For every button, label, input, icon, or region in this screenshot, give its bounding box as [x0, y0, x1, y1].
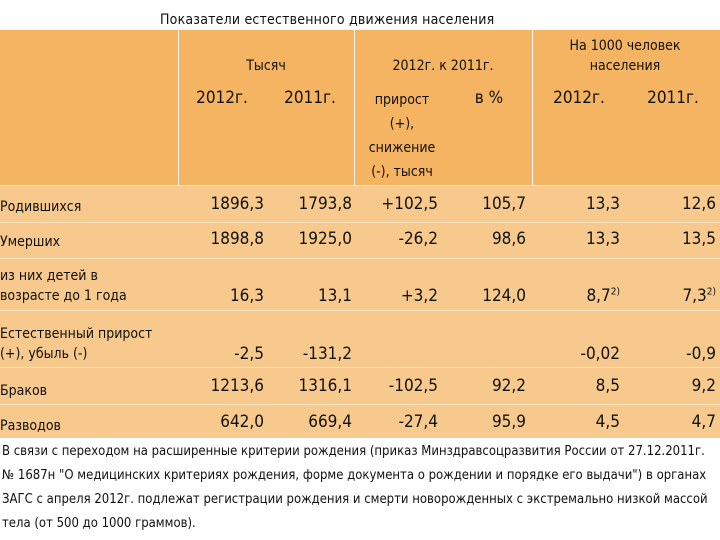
row-value: 1925,0	[298, 229, 352, 249]
row-value: 13,3	[585, 229, 620, 249]
col-2011b: 2011г.	[647, 88, 699, 108]
divider	[0, 310, 720, 311]
divider	[0, 404, 720, 405]
row-value: 1898,8	[210, 229, 264, 249]
row-label: Родившихся	[0, 199, 82, 215]
footnote: В связи с переходом на расширенные критерии рождения (приказ Минздравсоцразвития России от 27.12.2011г. № 1687н "О медицинских критериях рождения, форме документа о рождении и порядке его выдачи") в органах ЗАГС с апреля 2012г. подлежат регистрации рождения и смерти новорожденных с экстремально низкой массой тела (от 500 до 1000 граммов).	[0, 438, 720, 540]
row-label: Браков	[0, 383, 48, 399]
divider	[354, 30, 355, 185]
divider	[0, 222, 720, 223]
row-value: 8,7$^{2)}$	[586, 286, 620, 306]
row-value: 669,4	[308, 412, 352, 432]
row-value: 13,3	[585, 194, 620, 214]
row-value: 1213,6	[210, 376, 264, 396]
row-label: Естественный прирост (+), убыль (-)	[0, 326, 153, 362]
col-2011: 2011г.	[284, 88, 336, 108]
row-value: 13,1	[317, 286, 352, 306]
divider	[0, 367, 720, 368]
row-value: -2,5	[234, 344, 264, 364]
col-percent: в %	[474, 88, 504, 108]
col-2012: 2012г.	[196, 88, 248, 108]
col-2012b: 2012г.	[553, 88, 605, 108]
row-value: 1316,1	[298, 376, 352, 396]
row-value: 92,2	[491, 376, 526, 396]
row-value: 95,9	[491, 412, 526, 432]
row-value: -27,4	[398, 412, 438, 432]
row-label: из них детей в возрасте до 1 года	[0, 268, 127, 304]
row-value: -26,2	[398, 229, 438, 249]
header-thousand: Тысяч	[246, 58, 286, 74]
row-label: Умерших	[0, 234, 61, 250]
divider	[0, 185, 720, 186]
row-value: 98,6	[491, 229, 526, 249]
row-value: 9,2	[691, 376, 716, 396]
row-value: -0,9	[686, 344, 716, 364]
col-change: прирост (+), снижение (-), тысяч	[368, 92, 436, 180]
row-value: 12,6	[681, 194, 716, 214]
row-value: 4,5	[595, 412, 620, 432]
row-value: 1793,8	[298, 194, 352, 214]
row-value: +3,2	[400, 286, 438, 306]
row-value: 642,0	[220, 412, 264, 432]
row-value: -102,5	[388, 376, 438, 396]
header-ratio: 2012г. к 2011г.	[392, 58, 494, 74]
row-value: 1896,3	[210, 194, 264, 214]
row-value: 4,7	[691, 412, 716, 432]
row-value: 13,5	[681, 229, 716, 249]
row-value: 124,0	[482, 286, 526, 306]
row-value: 7,3$^{2)}$	[682, 286, 716, 306]
stats-table	[0, 30, 720, 438]
row-value: +102,5	[381, 194, 438, 214]
header-per1000: На 1000 человек населения	[569, 38, 681, 74]
row-label: Разводов	[0, 418, 61, 434]
row-value: 105,7	[482, 194, 526, 214]
page-title: Показатели естественного движения населения	[160, 8, 560, 32]
row-value: -0,02	[580, 344, 620, 364]
row-value: -131,2	[302, 344, 352, 364]
row-value: 8,5	[595, 376, 620, 396]
divider	[0, 258, 720, 259]
row-value: 16,3	[229, 286, 264, 306]
